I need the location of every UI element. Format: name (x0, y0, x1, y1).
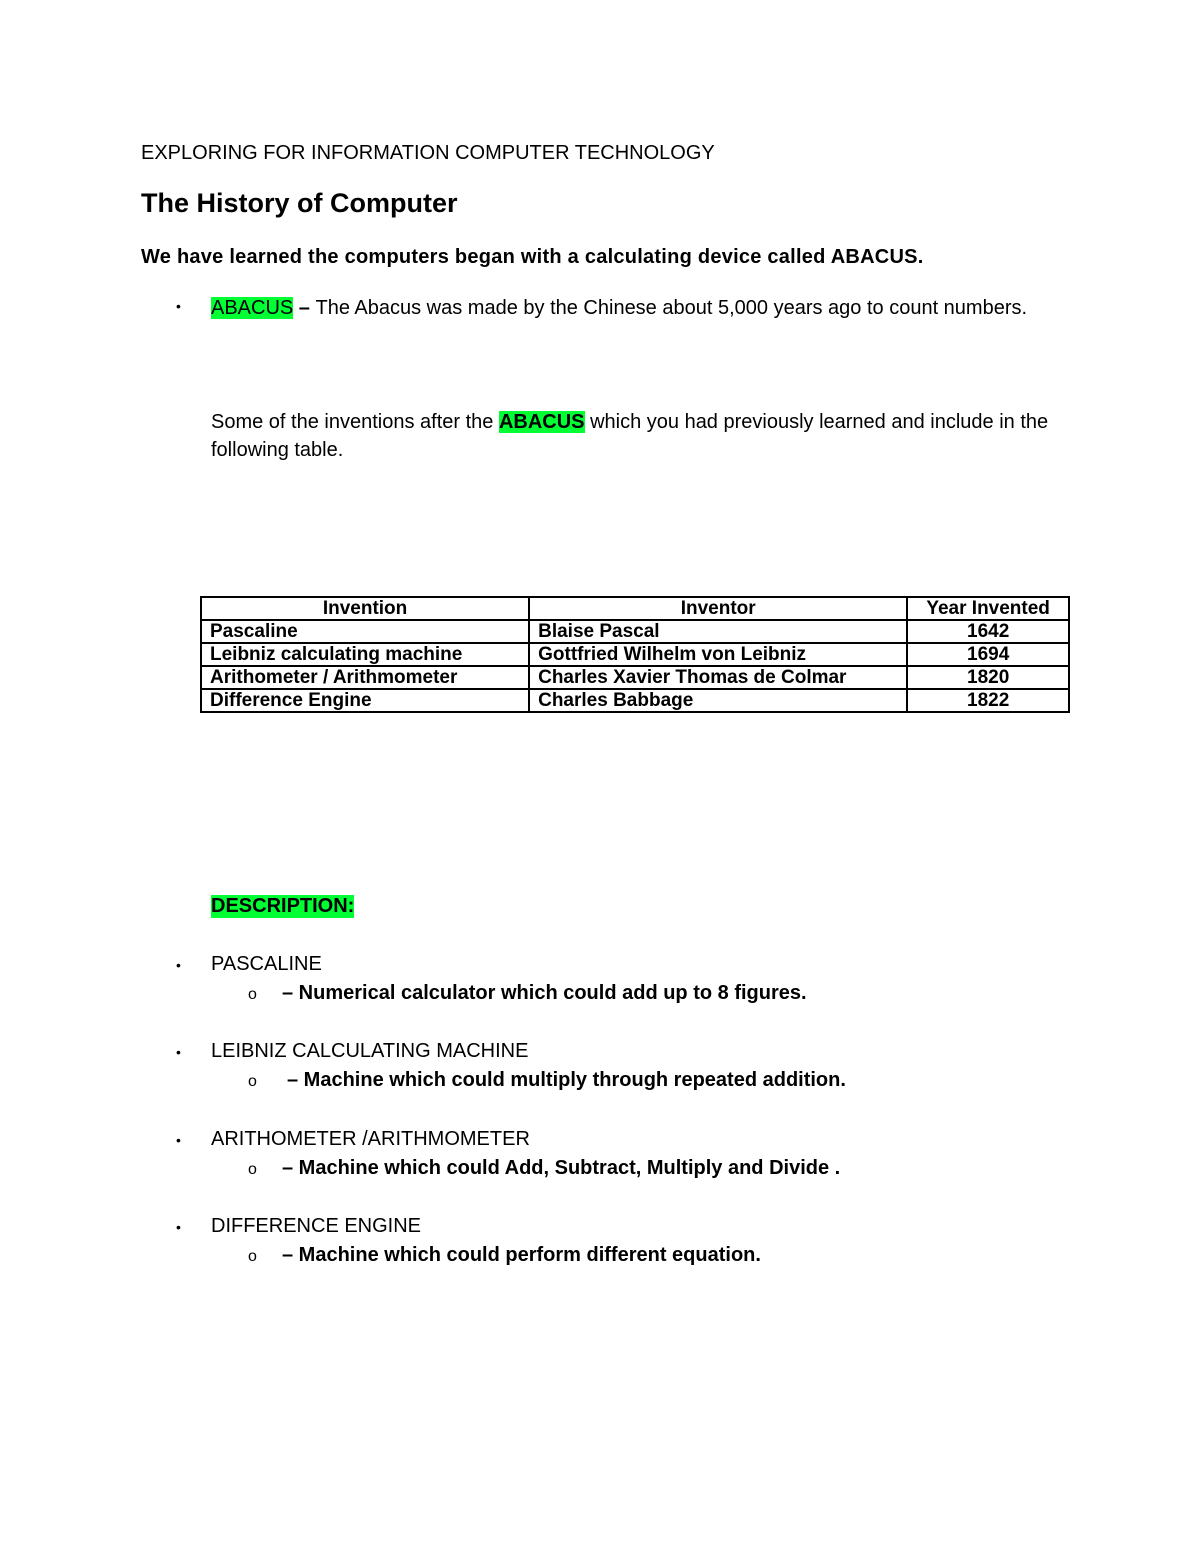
header-year: Year Invented (907, 597, 1069, 620)
paragraph-after: which you had previously learned and include in the following table. (211, 411, 1049, 461)
description-definition: – Machine which could perform different equation. (282, 1244, 761, 1266)
description-definition: – Machine which could multiply through repeated addition. (287, 1069, 846, 1091)
abacus-highlight: ABACUS (498, 411, 585, 433)
abacus-text: The Abacus was made by the Chinese about 5,000 years ago to count numbers. (315, 297, 1028, 319)
sub-bullet-icon: o (248, 1248, 257, 1265)
table-header-row (201, 597, 1069, 620)
description-term: PASCALINE (211, 953, 322, 975)
cell-inventor: Charles Babbage (529, 689, 907, 712)
header-inventor: Inventor (529, 597, 907, 620)
cell-inventor: Blaise Pascal (529, 620, 907, 643)
table-row (201, 666, 1069, 689)
inventions-table (200, 596, 1070, 713)
cell-invention: Arithometer / Arithmometer (201, 666, 529, 689)
description-definition: – Machine which could Add, Subtract, Multiply and Divide . (282, 1157, 841, 1179)
page-title: The History of Computer (141, 188, 458, 218)
cell-invention: Difference Engine (201, 689, 529, 712)
sub-bullet-icon: o (248, 1073, 257, 1090)
table-row (201, 643, 1069, 666)
document-kicker: EXPLORING FOR INFORMATION COMPUTER TECHNOLOGY (141, 142, 715, 164)
description-heading: DESCRIPTION: (211, 895, 355, 917)
description-definition: – Numerical calculator which could add up to 8 figures. (282, 982, 807, 1004)
description-term: ARITHOMETER /ARITHMOMETER (211, 1128, 530, 1150)
paragraph-before: Some of the inventions after the (211, 411, 499, 433)
abacus-term-highlight: ABACUS (211, 297, 294, 319)
cell-inventor: Charles Xavier Thomas de Colmar (529, 666, 907, 689)
description-term: LEIBNIZ CALCULATING MACHINE (211, 1040, 529, 1062)
sub-bullet-icon: o (248, 986, 257, 1003)
lead-sentence: We have learned the computers began with a calculating device called ABACUS. (141, 246, 924, 268)
description-term: DIFFERENCE ENGINE (211, 1215, 422, 1237)
sub-bullet-icon: o (248, 1161, 257, 1178)
bullet-icon: • (176, 298, 181, 314)
table-row (201, 620, 1069, 643)
cell-year: 1820 (907, 666, 1069, 689)
cell-year: 1822 (907, 689, 1069, 712)
cell-year: 1694 (907, 643, 1069, 666)
bullet-icon: • (176, 1219, 181, 1235)
cell-invention: Pascaline (201, 620, 529, 643)
header-invention: Invention (201, 597, 529, 620)
abacus-dash: – (293, 297, 316, 319)
bullet-icon: • (176, 1044, 181, 1060)
abacus-bullet-item (211, 294, 1071, 322)
inventions-paragraph (211, 408, 1081, 464)
cell-invention: Leibniz calculating machine (201, 643, 529, 666)
cell-year: 1642 (907, 620, 1069, 643)
table-row (201, 689, 1069, 712)
bullet-icon: • (176, 1132, 181, 1148)
bullet-icon: • (176, 957, 181, 973)
cell-inventor: Gottfried Wilhelm von Leibniz (529, 643, 907, 666)
